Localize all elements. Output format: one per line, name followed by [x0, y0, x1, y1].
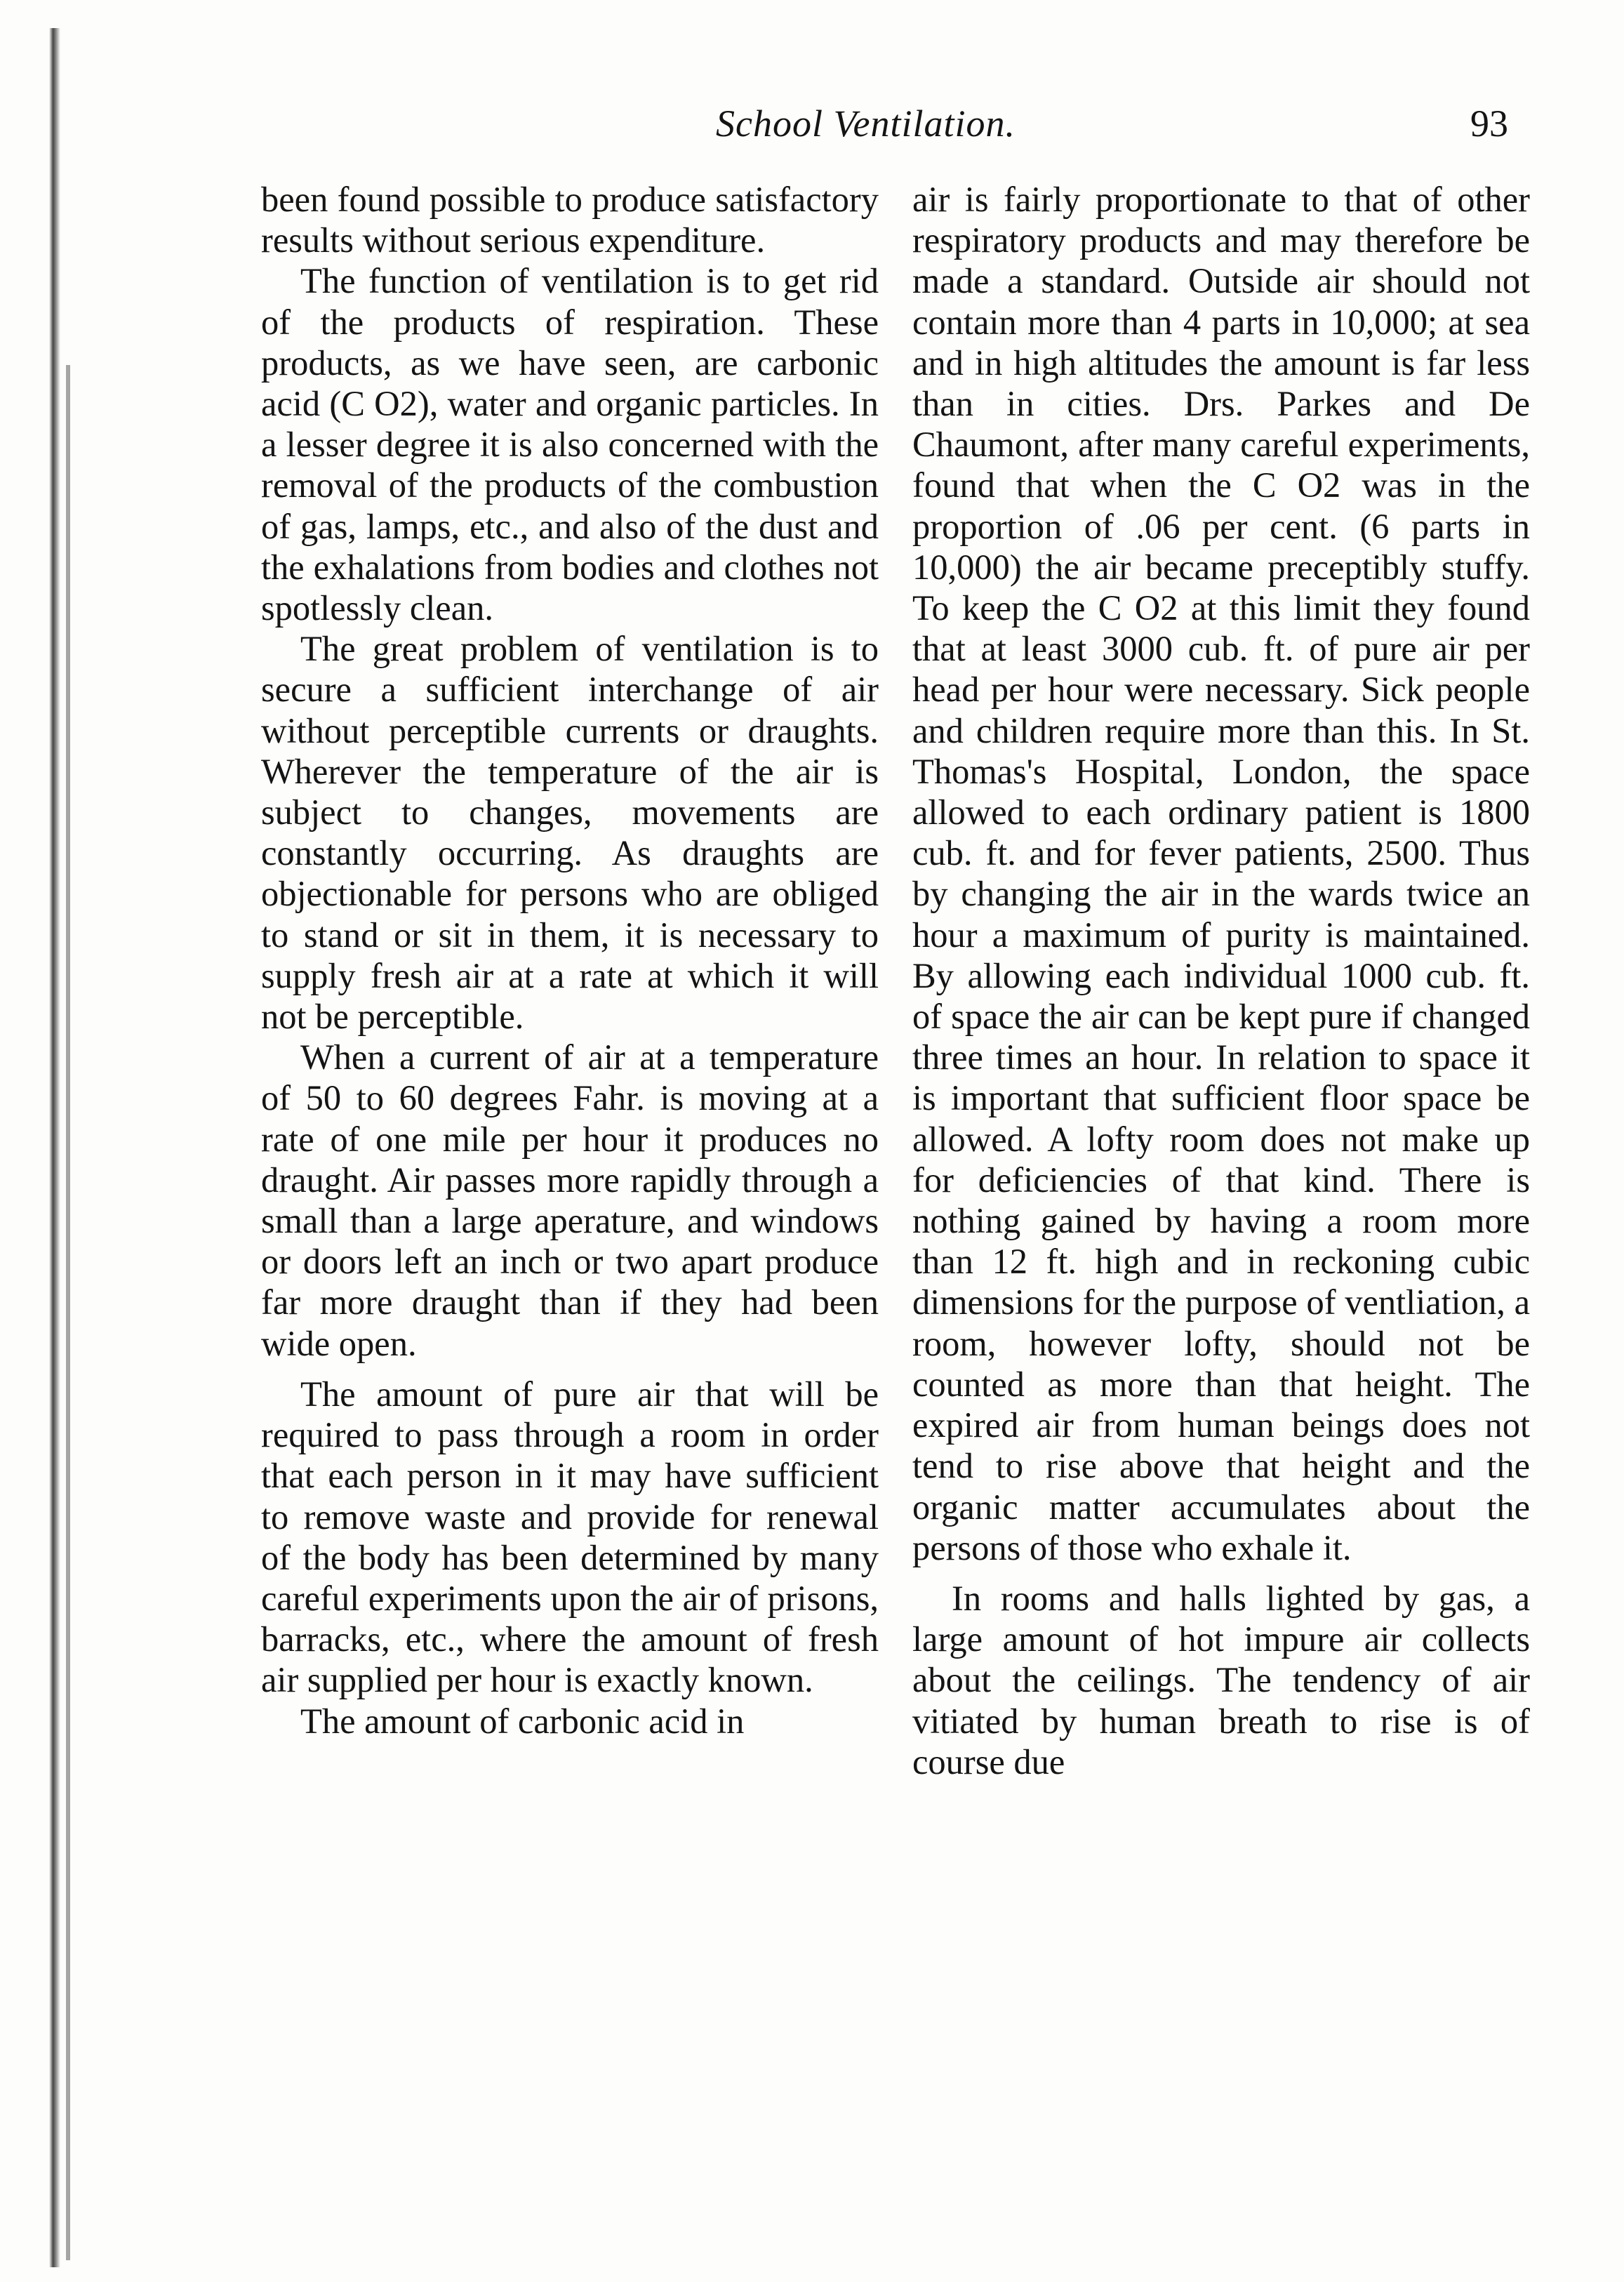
- paragraph: The amount of carbonic acid in: [300, 1701, 745, 1741]
- paragraph: air is fairly proportionate to that of other respiratory products and may therefore be made a standard. Outside air should not contain more than 4 parts in 10,000; at sea and in high altitudes the amount is far less than in cities. Drs. Parkes and De Chaumont, after many careful experiments, found that when the C O2 was in the proportion of .06 per cent. (6 parts in 10,000) the air became preceptibly stuffy. To keep the C O2 at this limit they found that at least 3000 cub. ft. of pure air per head per hour were necessary. Sick people and children require more than this. In St. Thomas's Hospital, London, the space allowed to each ordinary patient is 1800 cub. ft. and for fever patients, 2500. Thus by changing the air in the wards twice an hour a maximum of purity is maintained. By allowing each individual 1000 cub. ft. of space the air can be kept pure if changed three times an hour. In relation to space it is important that sufficient floor space be allowed. A lofty room does not make up for deficiencies of that kind. There is nothing gained by having a room more than 12 ft. high and in reckoning cubic dimensions for the purpose of ventliation, a room, however lofty, should not be counted as more than that height. The expired air from human beings does not tend to rise above that height and the organic matter accumulates about the persons of those who exhale it.: [912, 180, 1530, 1567]
- page-number: 93: [1470, 102, 1508, 145]
- binding-edge-line: [66, 365, 70, 2260]
- paragraph: When a current of air at a temperature of 50 to 60 degrees Fahr. is moving at a rate of one mile per hour it produces no draught. Air passes more rapidly through a small than a large aperature, and windows or doors left an inch or two apart produce far more draught than if they had been wide open.: [261, 1037, 879, 1363]
- left-column: [261, 179, 879, 1742]
- running-header: [0, 102, 1624, 151]
- right-column: [912, 179, 1530, 1782]
- running-title: School Ventilation.: [716, 102, 1016, 145]
- binding-edge-shadow: [49, 28, 60, 2267]
- paragraph: In rooms and halls lighted by gas, a large amount of hot impure air collects about the ceilings. The tendency of air vitiated by human breath to rise is of course due: [912, 1578, 1530, 1782]
- paragraph: The great problem of ventilation is to secure a sufficient interchange of air without perceptible currents or draughts. Wherever the temperature of the air is subject to changes, movements are constantly occurring. As draughts are objectionable for persons who are obliged to stand or sit in them, it is necessary to supply fresh air at a rate at which it will not be perceptible.: [261, 629, 879, 1037]
- paragraph: The function of ventilation is to get rid of the products of respiration. These products, as we have seen, are carbonic acid (C O2), water and organic particles. In a lesser degree it is also concerned with the removal of the products of the combustion of gas, lamps, etc., and also of the dust and the exhalations from bodies and clothes not spotlessly clean.: [261, 261, 879, 628]
- paragraph: been found possible to produce satisfactory results without serious expenditure.: [261, 180, 879, 260]
- paragraph: The amount of pure air that will be required to pass through a room in order that each person in it may have sufficient to remove waste and provide for renewal of the body has been determined by many careful experiments upon the air of prisons, barracks, etc., where the amount of fresh air supplied per hour is exactly known.: [261, 1374, 879, 1700]
